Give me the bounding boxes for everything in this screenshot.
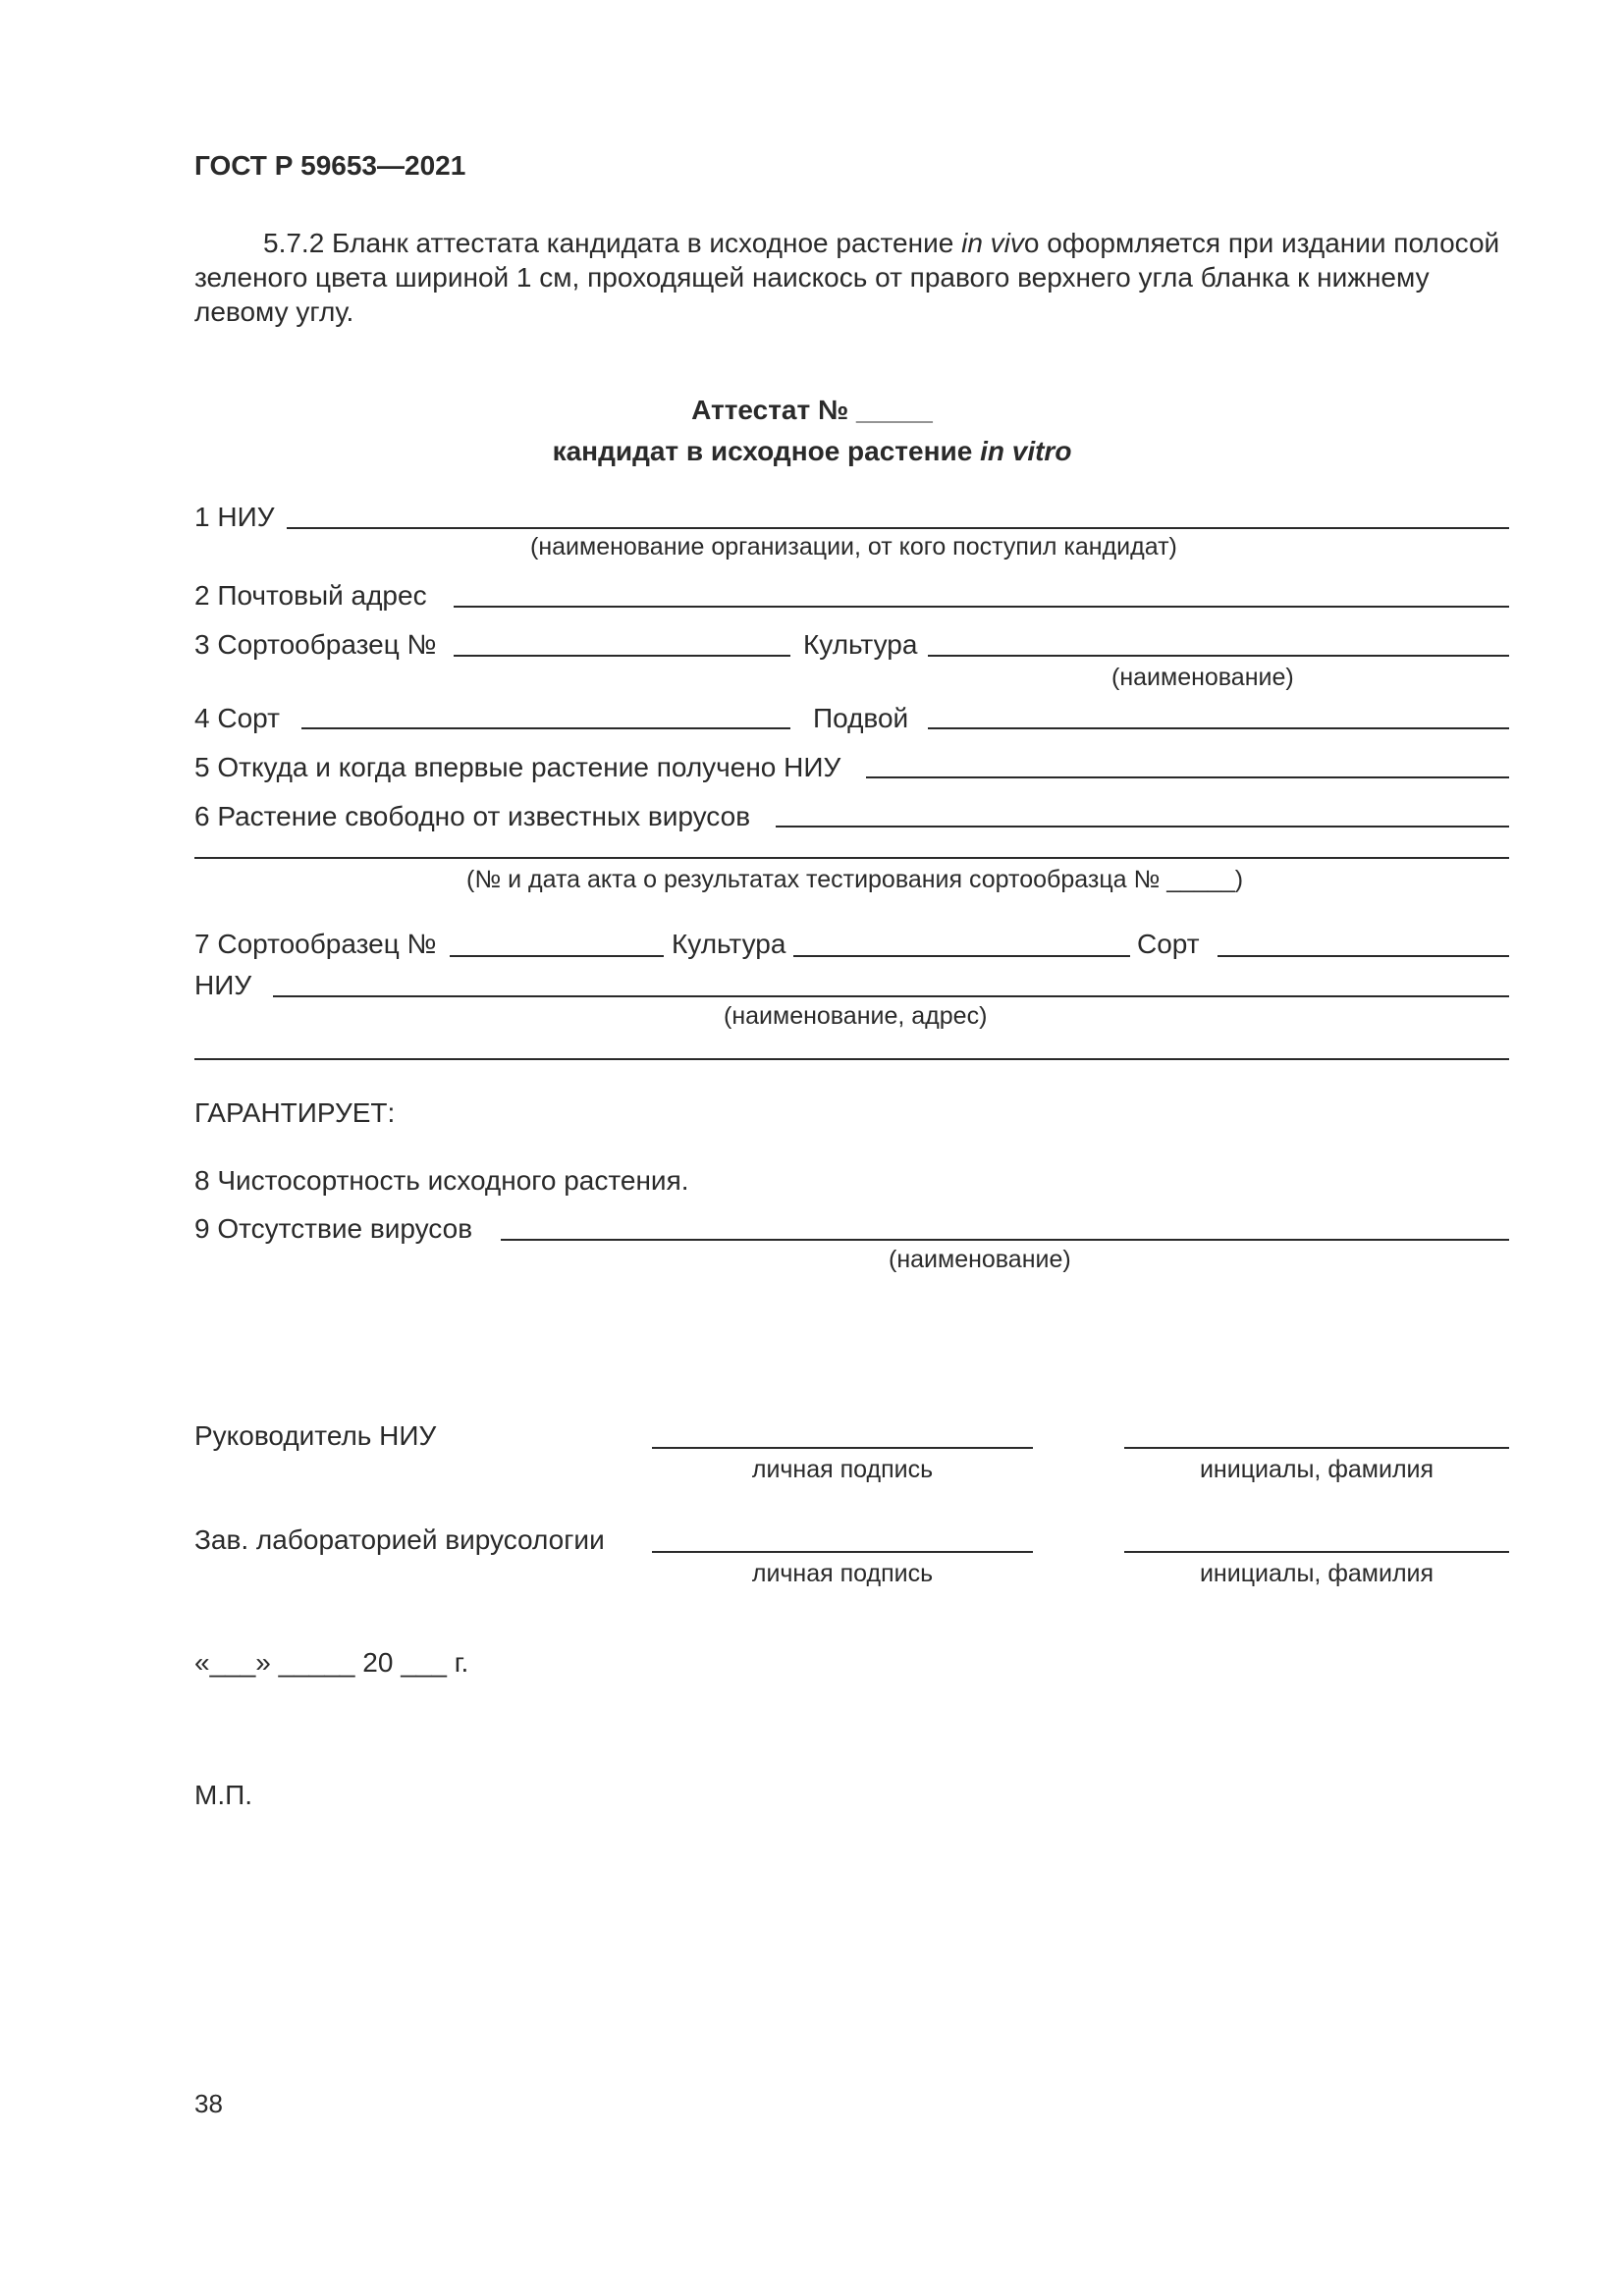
row7-line-variety[interactable] [1218,955,1509,957]
row5-line[interactable] [866,776,1509,778]
row2-line[interactable] [454,606,1509,608]
row4-line-variety[interactable] [301,727,790,729]
row7-label2: Культура [672,929,786,959]
row2-label: 2 Почтовый адрес [194,580,427,611]
row7b-line-full[interactable] [194,1058,1509,1060]
sign1-signature-caption: личная подпись [751,1456,934,1483]
row1-label: 1 НИУ [194,502,275,532]
row6-label: 6 Растение свободно от известных вирусов [194,801,751,831]
sign1-label: Руководитель НИУ [194,1420,437,1451]
sign2-signature-line[interactable] [652,1551,1033,1553]
row4-label2: Подвой [813,703,909,733]
standard-id: ГОСТ Р 59653—2021 [194,150,466,181]
sign2-name-line[interactable] [1124,1551,1509,1553]
date-line: «___» _____ 20 ___ г. [194,1647,469,1678]
row3-line-number[interactable] [454,655,790,657]
row8-label: 8 Чистосортность исходного растения. [194,1165,689,1196]
page-number: 38 [194,2089,223,2118]
guarantees-heading: ГАРАНТИРУЕТ: [194,1097,396,1128]
form-subtitle-main: кандидат в исходное растение [552,436,981,466]
stamp-placeholder: М.П. [194,1780,253,1810]
sign1-name-caption: инициалы, фамилия [1199,1456,1435,1483]
row3-line-culture[interactable] [928,655,1509,657]
intro-part1: 5.7.2 Бланк аттестата кандидата в исходное растение [263,228,962,258]
intro-italic: in viv [961,228,1024,258]
row7-line-culture[interactable] [793,955,1130,957]
sign1-name-line[interactable] [1124,1447,1509,1449]
row7b-label: НИУ [194,970,252,1000]
form-title: Аттестат № _____ [691,395,933,425]
sign2-signature-caption: личная подпись [751,1560,934,1587]
intro-part3: o оформляется при издании полосой зеленого цвета шириной 1 см, проходящей наискось от правого верхнего угла бланка к нижнему левому углу. [194,228,1500,327]
row3-label: 3 Сортообразец № [194,629,437,660]
row9-label: 9 Отсутствие вирусов [194,1213,473,1244]
row5-label: 5 Откуда и когда впервые растение получено НИУ [194,752,841,782]
row9-caption: (наименование) [889,1246,1071,1273]
row6-caption: (№ и дата акта о результатах тестирования сортообразца № _____) [466,866,1244,893]
row7-line-number[interactable] [450,955,664,957]
row3-caption: (наименование) [1111,664,1294,691]
row1-line[interactable] [287,527,1509,529]
intro-paragraph [194,226,1520,329]
row7b-line[interactable] [273,995,1509,997]
form-subtitle [0,435,1624,468]
row7-label3: Сорт [1137,929,1200,959]
row4-line-rootstock[interactable] [928,727,1509,729]
sign1-signature-line[interactable] [652,1447,1033,1449]
sign2-label: Зав. лабораторией вирусологии [194,1524,605,1555]
row3-label2: Культура [803,629,918,660]
row6-line-full[interactable] [194,857,1509,859]
sign2-name-caption: инициалы, фамилия [1199,1560,1435,1587]
row4-label: 4 Сорт [194,703,280,733]
row1-caption: (наименование организации, от кого поступил кандидат) [530,533,1177,561]
form-subtitle-italic: in vitro [980,436,1072,466]
row7b-caption: (наименование, адрес) [724,1002,988,1030]
row7-label: 7 Сортообразец № [194,929,437,959]
row6-line[interactable] [776,826,1509,828]
row9-line[interactable] [501,1239,1509,1241]
